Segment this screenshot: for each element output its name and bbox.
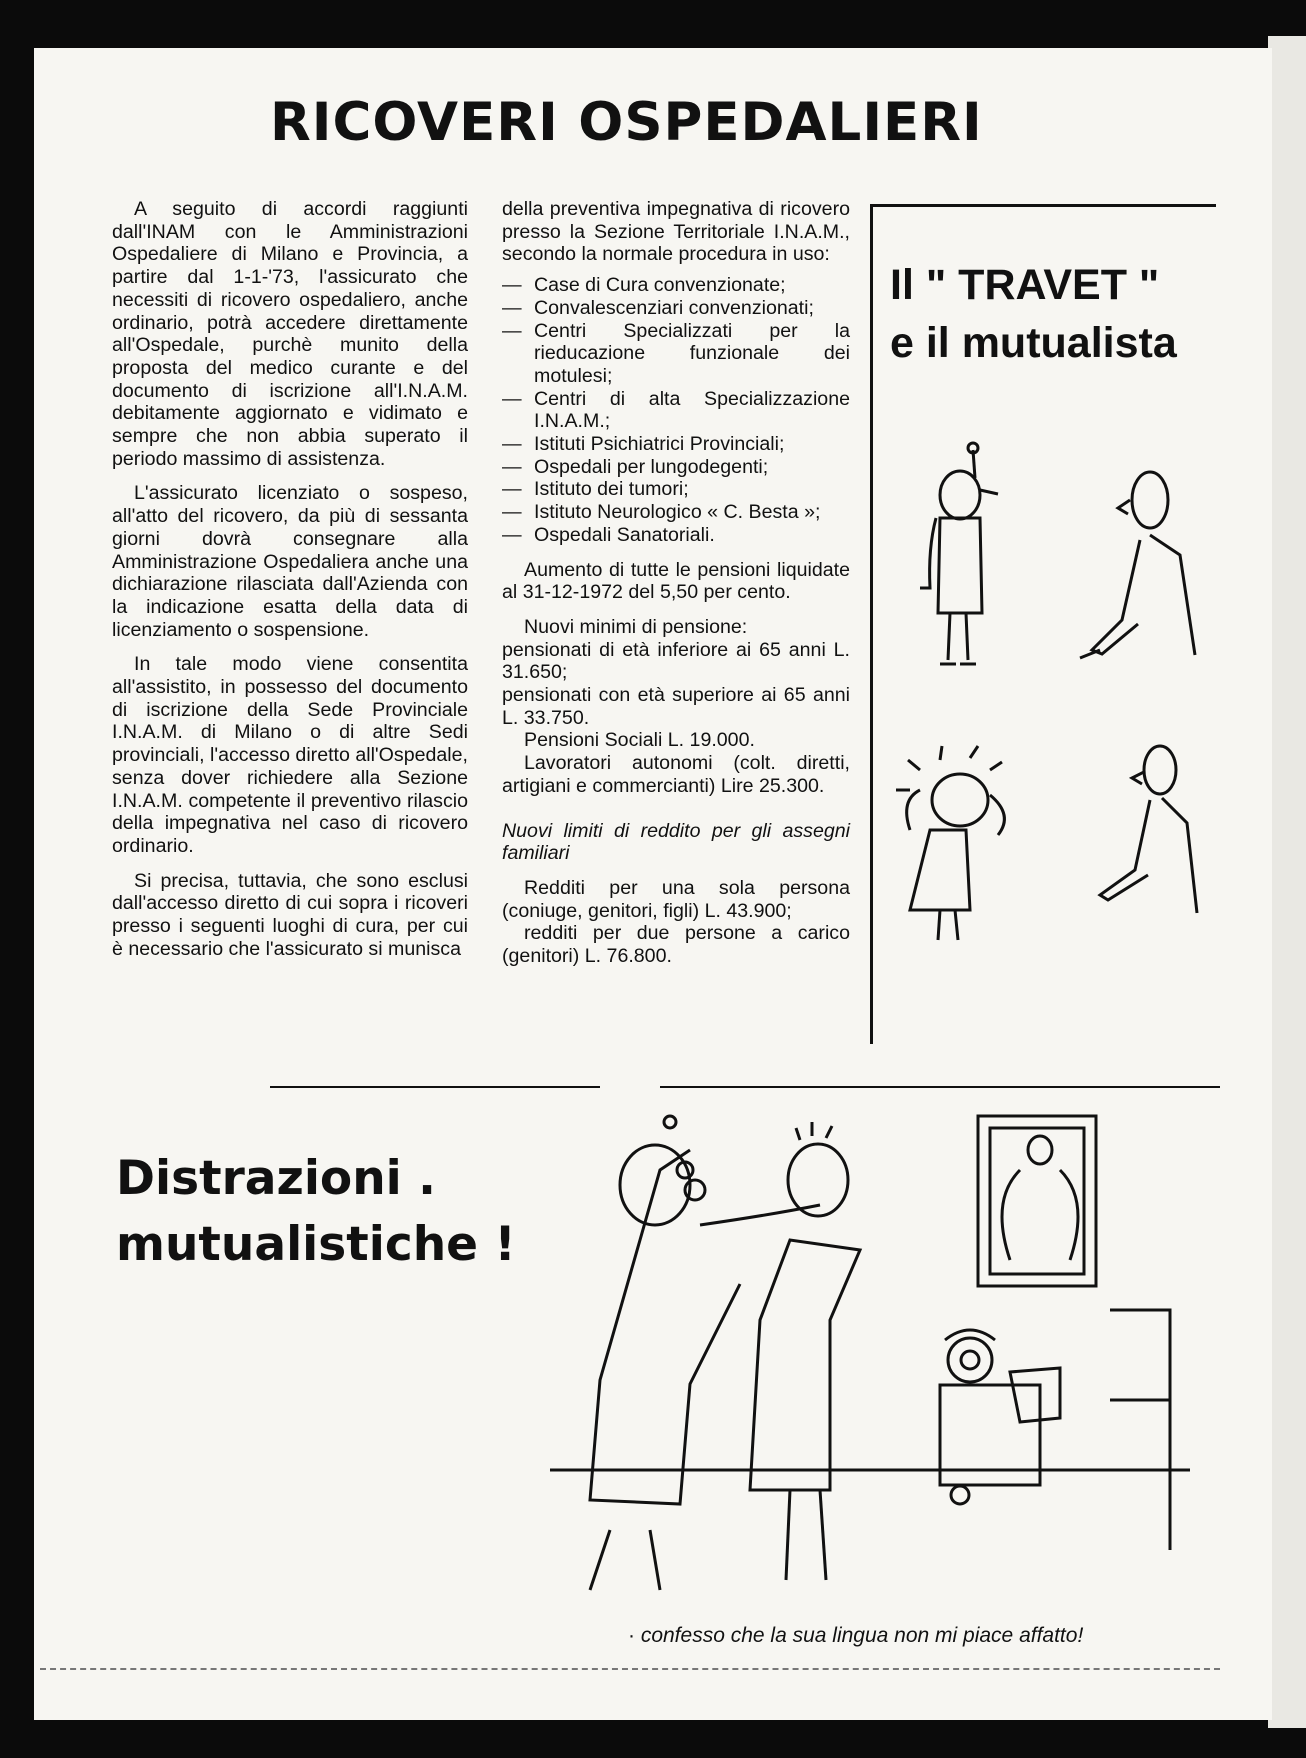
list-item: — Centri Specializzati per la rieducazione funzionale dei motulesi; — [502, 320, 850, 388]
box-rule-left — [870, 204, 873, 1044]
sidebar-heading — [890, 256, 1177, 372]
list-item: — Istituti Psichiatrici Provinciali; — [502, 433, 850, 456]
minimums-heading: Nuovi minimi di pensione: — [524, 615, 748, 638]
caption-text: confesso che la sua lingua non mi piace affatto! — [640, 1624, 1084, 1647]
cartoon-headline-line1: Distrazioni . — [116, 1151, 437, 1206]
sidebar-heading-line1: Il " TRAVET " — [890, 261, 1160, 309]
divider-left — [270, 1086, 600, 1088]
cartoon-headline — [116, 1146, 516, 1278]
cartoon-headline-line2: mutualistiche ! — [116, 1217, 516, 1272]
page-title: RICOVERI OSPEDALIERI — [270, 92, 983, 153]
cartoon-doctor-tongue-icon — [550, 1110, 1220, 1610]
scan-border — [0, 1728, 1306, 1758]
minimum-over-65: pensionati con età superiore ai 65 anni L. 33.750. — [502, 684, 850, 729]
paragraph: In tale modo viene consentita all'assistito, in possesso del documento di iscrizione della Sede Provinciale I.N.A.M. di Milano o di altre Sedi provinciali, l'accesso diretto all'Ospedale, senza dover richiedere alla Sezione I.N.A.M. competente il preventivo rilascio della impegnativa nel caso di ricovero ordinario. — [112, 653, 468, 857]
list-item: — Ospedali Sanatoriali. — [502, 524, 850, 547]
article-column-1 — [112, 198, 468, 973]
adjacent-page-edge — [1268, 36, 1306, 1736]
facility-list — [502, 274, 850, 546]
list-item: — Case di Cura convenzionate; — [502, 274, 850, 297]
self-employed: Lavoratori autonomi (colt. diretti, artigiani e commercianti) Lire 25.300. — [502, 752, 850, 797]
cartoon-doctor-distressed-icon — [880, 740, 1210, 960]
minimum-under-65: pensionati di età inferiore ai 65 anni L. 31.650; — [502, 638, 850, 684]
bottom-divider — [40, 1668, 1220, 1670]
income-single: Redditi per una sola persona (coniuge, genitori, figli) L. 43.900; — [502, 876, 850, 922]
paragraph: A seguito di accordi raggiunti dall'INAM con le Amministrazioni Ospedaliere di Milano e Provincia, a partire dal 1-1-'73, l'assicurato che necessiti di ricovero ospedaliero, anche ordinario, potrà accedere direttamente all'Ospedale, purchè munito della proposta del medico curante e del documento di iscrizione all'I.N.A.M. debitamente aggiornato e vidimato e sempre che non abbia superato il periodo massimo di assistenza. — [112, 198, 468, 470]
divider-right — [660, 1086, 1220, 1088]
pension-increase: Aumento di tutte le pensioni liquidate al 31-12-1972 del 5,50 per cento. — [502, 558, 850, 604]
list-item: — Istituto dei tumori; — [502, 478, 850, 501]
sidebar-heading-line2: e il mutualista — [890, 319, 1177, 367]
income-limits-heading: Nuovi limiti di reddito per gli assegni familiari — [502, 819, 850, 865]
social-pensions: Pensioni Sociali L. 19.000. — [524, 729, 755, 752]
paragraph: della preventiva impegnativa di ricovero presso la Sezione Territoriale I.N.A.M., secondo la normale procedura in uso: — [502, 198, 850, 266]
cartoon-caption — [628, 1624, 1083, 1648]
box-rule-top — [870, 204, 1216, 207]
paragraph: Si precisa, tuttavia, che sono esclusi dall'accesso diretto di cui sopra i ricoveri presso i seguenti luoghi di cura, per cui è necessario che l'assicurato si munisca — [112, 869, 468, 960]
list-item: — Ospedali per lungodegenti; — [502, 456, 850, 479]
caption-bullet: · — [628, 1624, 641, 1647]
cartoon-doctor-sitting-icon — [900, 440, 1220, 680]
article-column-2 — [502, 198, 850, 968]
list-item: — Convalescenziari convenzionati; — [502, 297, 850, 320]
list-item: — Centri di alta Specializzazione I.N.A.M.; — [502, 388, 850, 433]
paragraph: L'assicurato licenziato o sospeso, all'atto del ricovero, da più di sessanta giorni dovrà consegnare alla Amministrazione Ospedaliera anche una dichiarazione rilasciata dall'Azienda con la indicazione esatta della data di licenziamento o sospensione. — [112, 482, 468, 641]
income-two: redditi per due persone a carico (genitori) L. 76.800. — [502, 922, 850, 968]
list-item: — Istituto Neurologico « C. Besta »; — [502, 501, 850, 524]
